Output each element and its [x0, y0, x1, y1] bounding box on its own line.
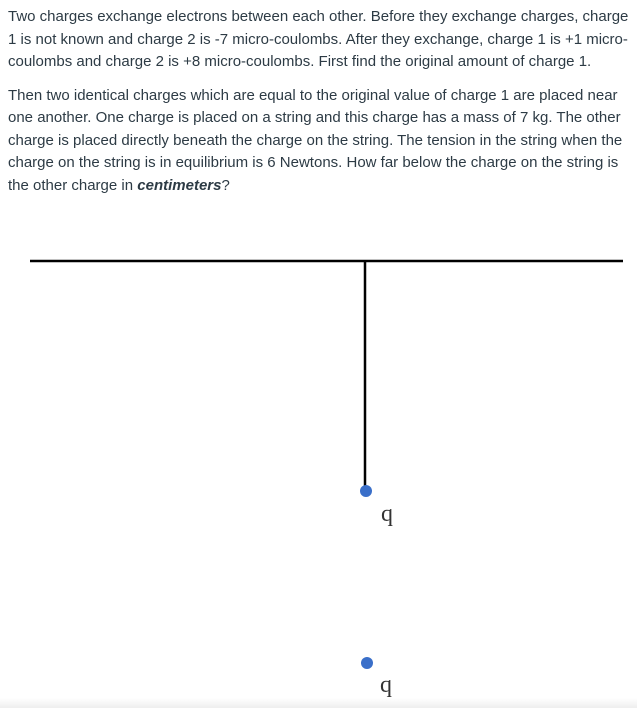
bottom-fade — [0, 698, 637, 708]
unit-emphasis: centimeters — [137, 176, 222, 194]
question-paragraph-2-text: Then two identical charges which are equal to the original value of charge 1 are placed near one another. One charge is placed on a string and this charge has a mass of 7 kg. The other charge is placed directly beneath the charge on the string. The tension in the string when the charge on the string is in equilibrium is 6 Newtons. How far below the charge on the string is the other charge in — [8, 86, 623, 194]
upper-charge-dot — [360, 485, 372, 497]
question-text — [8, 6, 630, 208]
question-paragraph-2-end: ? — [221, 176, 230, 194]
question-paragraph-2 — [8, 85, 630, 198]
question-paragraph-1: Two charges exchange electrons between each other. Before they exchange charges, charge 1 is not known and charge 2 is -7 micro-coulombs. After they exchange, charge 1 is +1 micro-coulombs and charge 2 is +8 micro-coulombs. First find the original amount of charge 1. — [8, 8, 629, 70]
lower-charge-label: q — [380, 672, 392, 698]
lower-charge-dot — [361, 657, 373, 669]
upper-charge-label: q — [381, 501, 393, 527]
